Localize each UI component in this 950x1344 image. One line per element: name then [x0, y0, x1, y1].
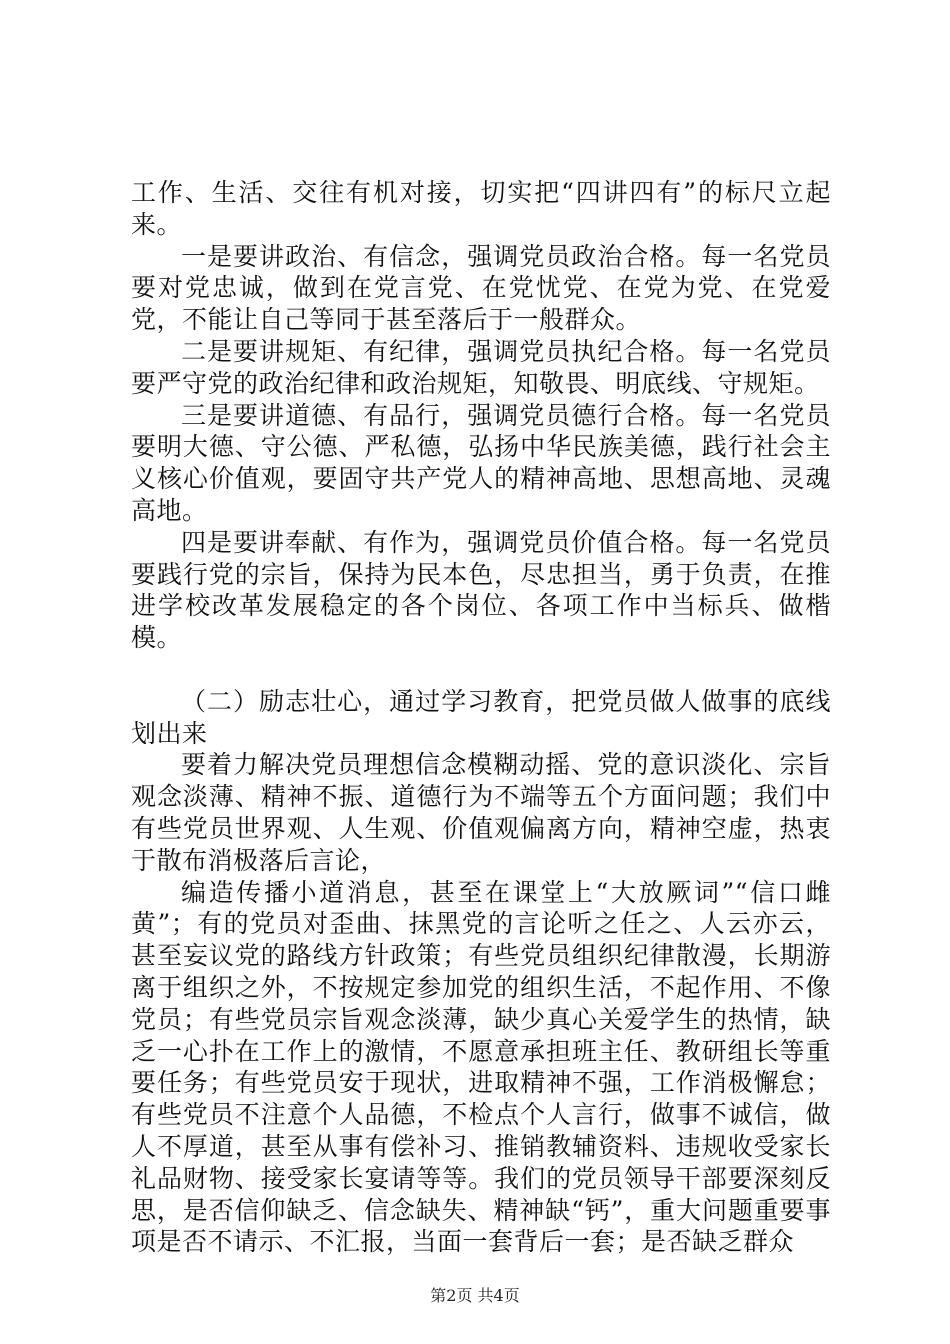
paragraph-point-four: 四是要讲奉献、有作为，强调党员价值合格。每一名党员要践行党的宗旨，保持为民本色，尽忠担当，勇于负责，在推进学校改革发展稳定的各个岗位、各项工作中当标兵、做楷模。	[131, 527, 831, 653]
paragraph-point-three: 三是要讲道德、有品行，强调党员德行合格。每一名党员要明大德、守公德、严私德，弘扬中华民族美德，践行社会主义核心价值观，要固守共产党人的精神高地、思想高地、灵魂高地。	[131, 400, 831, 525]
document-body	[131, 177, 831, 1258]
section-paragraph-two: 编造传播小道消息，甚至在课堂上“大放厥词”“信口雌黄”；有的党员对歪曲、抹黑党的言论听之任之、人云亦云，甚至妄议党的路线方针政策；有些党员组织纪律散漫，长期游离于组织之外，不按规定参加党的组织生活，不起作用、不像党员；有些党员宗旨观念淡薄，缺少真心关爱学生的热情，缺乏一心扑在工作上的激情，不愿意承担班主任、教研组长等重要任务；有些党员安于现状，进取精神不强，工作消极懈怠；有些党员不注意个人品德，不检点个人言行，做事不诚信，做人不厚道，甚至从事有偿补习、推销教辅资料、违规收受家长礼品财物、接受家长宴请等等。我们的党员领导干部要深刻反思，是否信仰缺乏、信念缺失、精神缺“钙”，重大问题重要事项是否不请示、不汇报，当面一套背后一套；是否缺乏群众	[131, 877, 831, 1257]
paragraph-continuation: 工作、生活、交往有机对接，切实把“四讲四有”的标尺立起来。	[131, 178, 831, 239]
paragraph-point-one: 一是要讲政治、有信念，强调党员政治合格。每一名党员要对党忠诚，做到在党言党、在党忧党、在党为党、在党爱党，不能让自己等同于甚至落后于一般群众。	[131, 241, 831, 335]
section-heading: （二）励志壮心，通过学习教育，把党员做人做事的底线划出来	[131, 686, 831, 748]
page-number-footer: 第2页 共4页	[430, 1286, 520, 1305]
section-paragraph-one: 要着力解决党员理想信念模糊动摇、党的意识淡化、宗旨观念淡薄、精神不振、道德行为不端等五个方面问题；我们中有些党员世界观、人生观、价值观偏离方向，精神空虚，热衷于散布消极落后言论，	[131, 750, 831, 875]
paragraph-point-two: 二是要讲规矩、有纪律，强调党员执纪合格。每一名党员要严守党的政治纪律和政治规矩，知敬畏、明底线、守规矩。	[131, 336, 831, 398]
